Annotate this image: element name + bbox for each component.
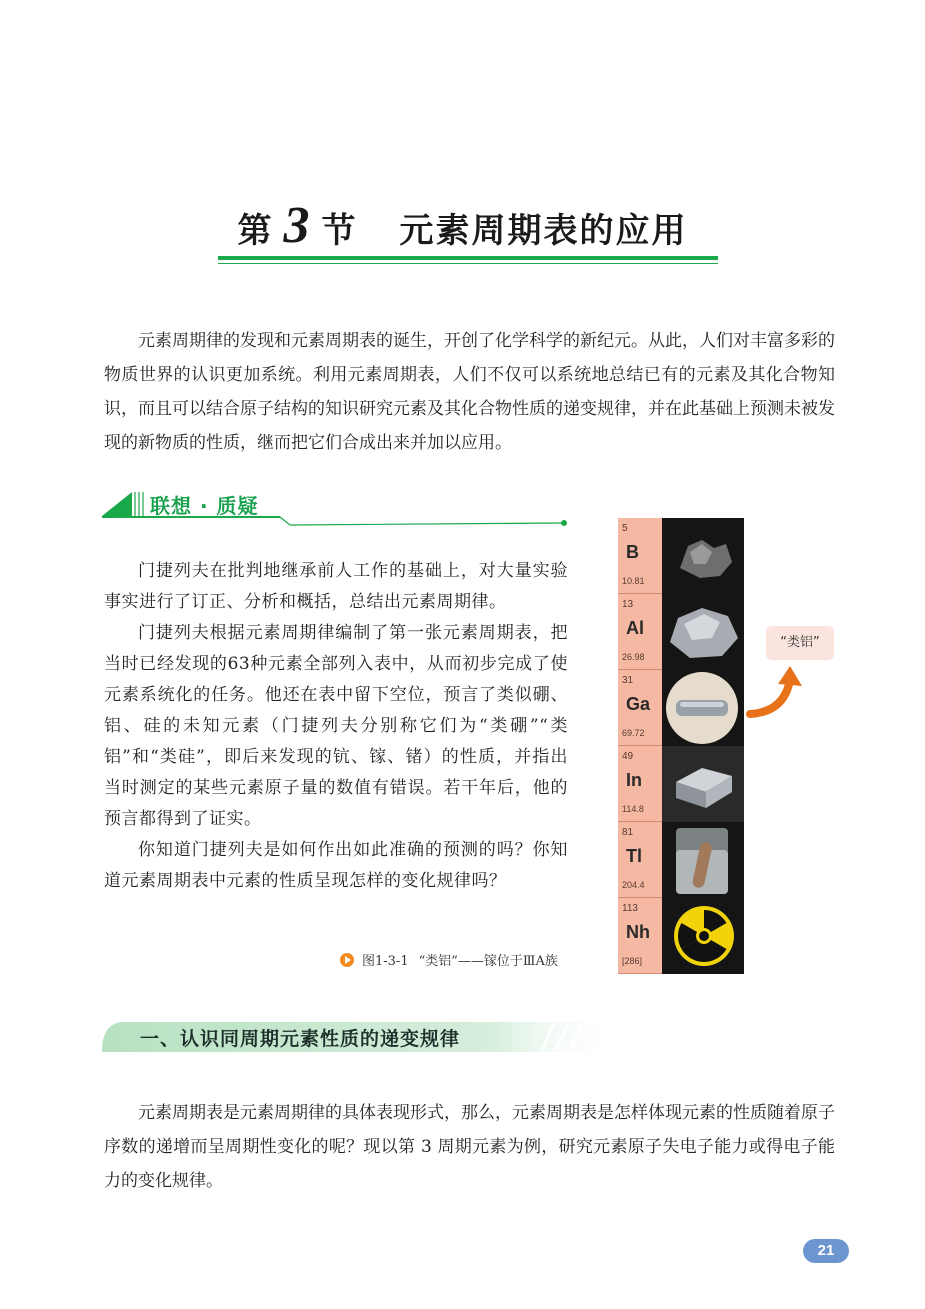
lianxiang-title: 联想 · 质疑	[150, 494, 259, 518]
element-symbol: Nh	[626, 922, 650, 942]
callout-lei-lv: “类铝”	[766, 626, 834, 660]
radiation-icon	[662, 898, 744, 974]
title-underline-thick	[218, 256, 718, 260]
figure-caption	[340, 950, 568, 969]
chapter-title	[238, 196, 688, 255]
curved-arrow-icon	[744, 664, 808, 724]
atomic-number: 49	[622, 751, 634, 762]
atomic-mass: 204.4	[622, 880, 645, 890]
element-cell-nh	[618, 898, 744, 974]
atomic-number: 113	[622, 903, 638, 914]
thallium-sample-image	[662, 822, 744, 898]
element-info	[618, 898, 662, 974]
section-body-paragraph: 元素周期表是元素周期律的具体表现形式，那么，元素周期表是怎样体现元素的性质随着原子序数的递增而呈周期性变化的呢？现以第 3 周期元素为例，研究元素原子失电子能力或得电子能力的变化规律。	[104, 1103, 835, 1191]
element-info	[618, 670, 662, 746]
lianxiang-header	[102, 486, 572, 530]
atomic-mass: 114.8	[622, 804, 644, 814]
gallium-sample-image	[662, 670, 744, 746]
chapter-title-block	[0, 196, 925, 255]
element-symbol: In	[626, 770, 642, 790]
atomic-mass: 69.72	[622, 728, 645, 738]
play-triangle-icon	[340, 953, 354, 967]
title-prefix: 第	[237, 211, 272, 251]
element-symbol: B	[626, 542, 639, 562]
section-heading	[102, 1020, 622, 1056]
lianxiang-body	[104, 556, 568, 897]
title-suffix: 节	[321, 211, 356, 251]
atomic-mass: 26.98	[622, 652, 645, 662]
element-info	[618, 822, 662, 898]
element-info	[618, 746, 662, 822]
boron-sample-image	[662, 518, 744, 594]
section-heading-text: 一、认识同周期元素性质的递变规律	[140, 1028, 461, 1050]
page-number: 21	[803, 1239, 849, 1263]
element-column-figure	[618, 518, 744, 972]
element-symbol: Ga	[626, 694, 651, 714]
atomic-number: 81	[622, 827, 634, 838]
element-info	[618, 594, 662, 670]
element-symbol: Tl	[626, 846, 642, 866]
atomic-mass: [286]	[622, 956, 643, 966]
atomic-mass: 10.81	[622, 576, 645, 586]
element-cell-ga	[618, 670, 744, 746]
figure-caption-text: “类铝”——镓位于ⅢA族	[418, 954, 558, 969]
element-symbol: Al	[626, 618, 644, 638]
element-cell-al	[618, 594, 744, 670]
indium-sample-image	[662, 746, 744, 822]
atomic-number: 5	[622, 523, 628, 534]
atomic-number: 31	[622, 675, 634, 686]
lianxiang-paragraph-3: 你知道门捷列夫是如何作出如此准确的预测的吗？你知道元素周期表中元素的性质呈现怎样的变化规律吗？	[104, 840, 568, 891]
figure-caption-id: 图1-3-1	[362, 954, 409, 969]
title-underline-thin	[218, 263, 718, 264]
element-cell-tl	[618, 822, 744, 898]
title-main: 元素周期表的应用	[399, 211, 688, 251]
title-number: 3	[283, 197, 310, 254]
intro-paragraph: 元素周期律的发现和元素周期表的诞生，开创了化学科学的新纪元。从此，人们对丰富多彩的物质世界的认识更加系统。利用元素周期表，人们不仅可以系统地总结已有的元素及其化合物知识，而且可以结合原子结构的知识研究元素及其化合物性质的递变规律，并在此基础上预测未被发现的新物质的性质，继而把它们合成出来并加以应用。	[104, 331, 835, 453]
atomic-number: 13	[622, 599, 634, 610]
aluminium-sample-image	[662, 594, 744, 670]
element-info	[618, 518, 662, 594]
radiation-symbol-image	[662, 898, 744, 974]
lianxiang-paragraph-2: 门捷列夫根据元素周期律编制了第一张元素周期表，把当时已经发现的63种元素全部列入表中，从而初步完成了使元素系统化的任务。他还在表中留下空位，预言了类似硼、铝、硅的未知元素（门捷列夫分别称它们为“类硼”“类铝”和“类硅”，即后来发现的钪、镓、锗）的性质，并指出当时测定的某些元素原子量的数值有错误。若干年后，他的预言都得到了证实。	[104, 623, 568, 829]
element-cell-in	[618, 746, 744, 822]
element-cell-b	[618, 518, 744, 594]
lianxiang-paragraph-1: 门捷列夫在批判地继承前人工作的基础上，对大量实验事实进行了订正、分析和概括，总结出元素周期律。	[104, 561, 568, 612]
